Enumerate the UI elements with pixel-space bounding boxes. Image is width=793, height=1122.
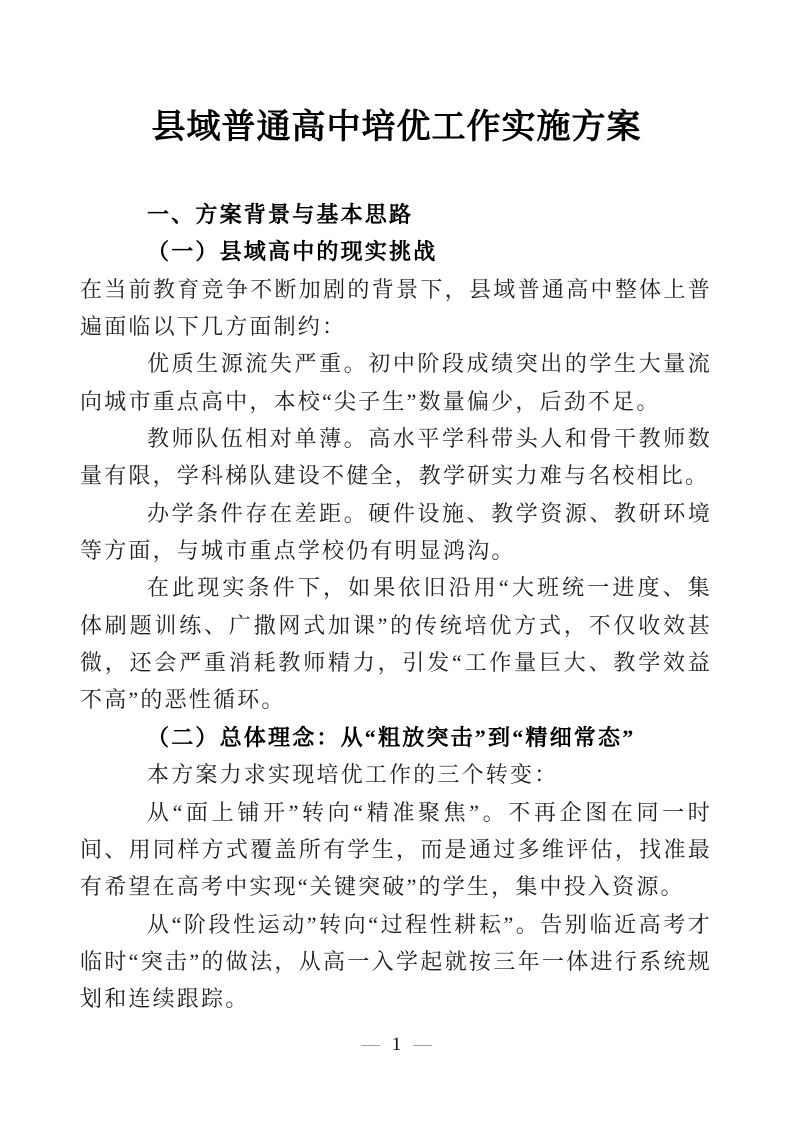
document-body — [80, 196, 712, 1018]
subsection-heading-1-1: （一）县域高中的现实挑战 — [147, 239, 438, 265]
paragraph-traditional-method-risk: 在此现实条件下，如果依旧沿用“大班统一进度、集体刷题训练、广撒网式加课”的传统培优方式，不仅收效甚微，还会严重消耗教师精力，引发“工作量巨大、教学效益不高”的恶性循环。 — [80, 575, 712, 713]
page-number: 1 — [391, 1034, 402, 1055]
section-heading-1: 一、方案背景与基本思路 — [147, 202, 414, 227]
footer-dash-right: — — [413, 1034, 432, 1055]
paragraph-precise-focus: 从“面上铺开”转向“精准聚焦”。不再企图在同一时间、用同样方式覆盖所有学生，而是通过多维评估，找准最有希望在高考中实现“关键突破”的学生，集中投入资源。 — [80, 799, 712, 900]
subsection-heading-1-2: （二）总体理念：从“粗放突击”到“精细常态” — [147, 724, 636, 750]
page-footer — [0, 1032, 793, 1058]
paragraph-three-changes: 本方案力求实现培优工作的三个转变： — [147, 762, 559, 788]
paragraph-teacher-team: 教师队伍相对单薄。高水平学科带头人和骨干教师数量有限，学科梯队建设不健全，教学研实力难与名校相比。 — [80, 426, 712, 489]
footer-dash-left: — — [361, 1034, 380, 1055]
paragraph-student-loss: 优质生源流失严重。初中阶段成绩突出的学生大量流向城市重点高中，本校“尖子生”数量偏少，后劲不足。 — [80, 351, 712, 414]
document-title: 县域普通高中培优工作实施方案 — [151, 109, 642, 146]
paragraph-process-cultivation: 从“阶段性运动”转向“过程性耕耘”。告别临近高考才临时“突击”的做法，从高一入学起就按三年一体进行系统规划和连续跟踪。 — [80, 911, 712, 1012]
paragraph-school-conditions: 办学条件存在差距。硬件设施、教学资源、教研环境等方面，与城市重点学校仍有明显鸿沟。 — [80, 500, 712, 564]
paragraph-intro: 在当前教育竞争不断加剧的背景下，县域普通高中整体上普遍面临以下几方面制约： — [80, 276, 712, 340]
